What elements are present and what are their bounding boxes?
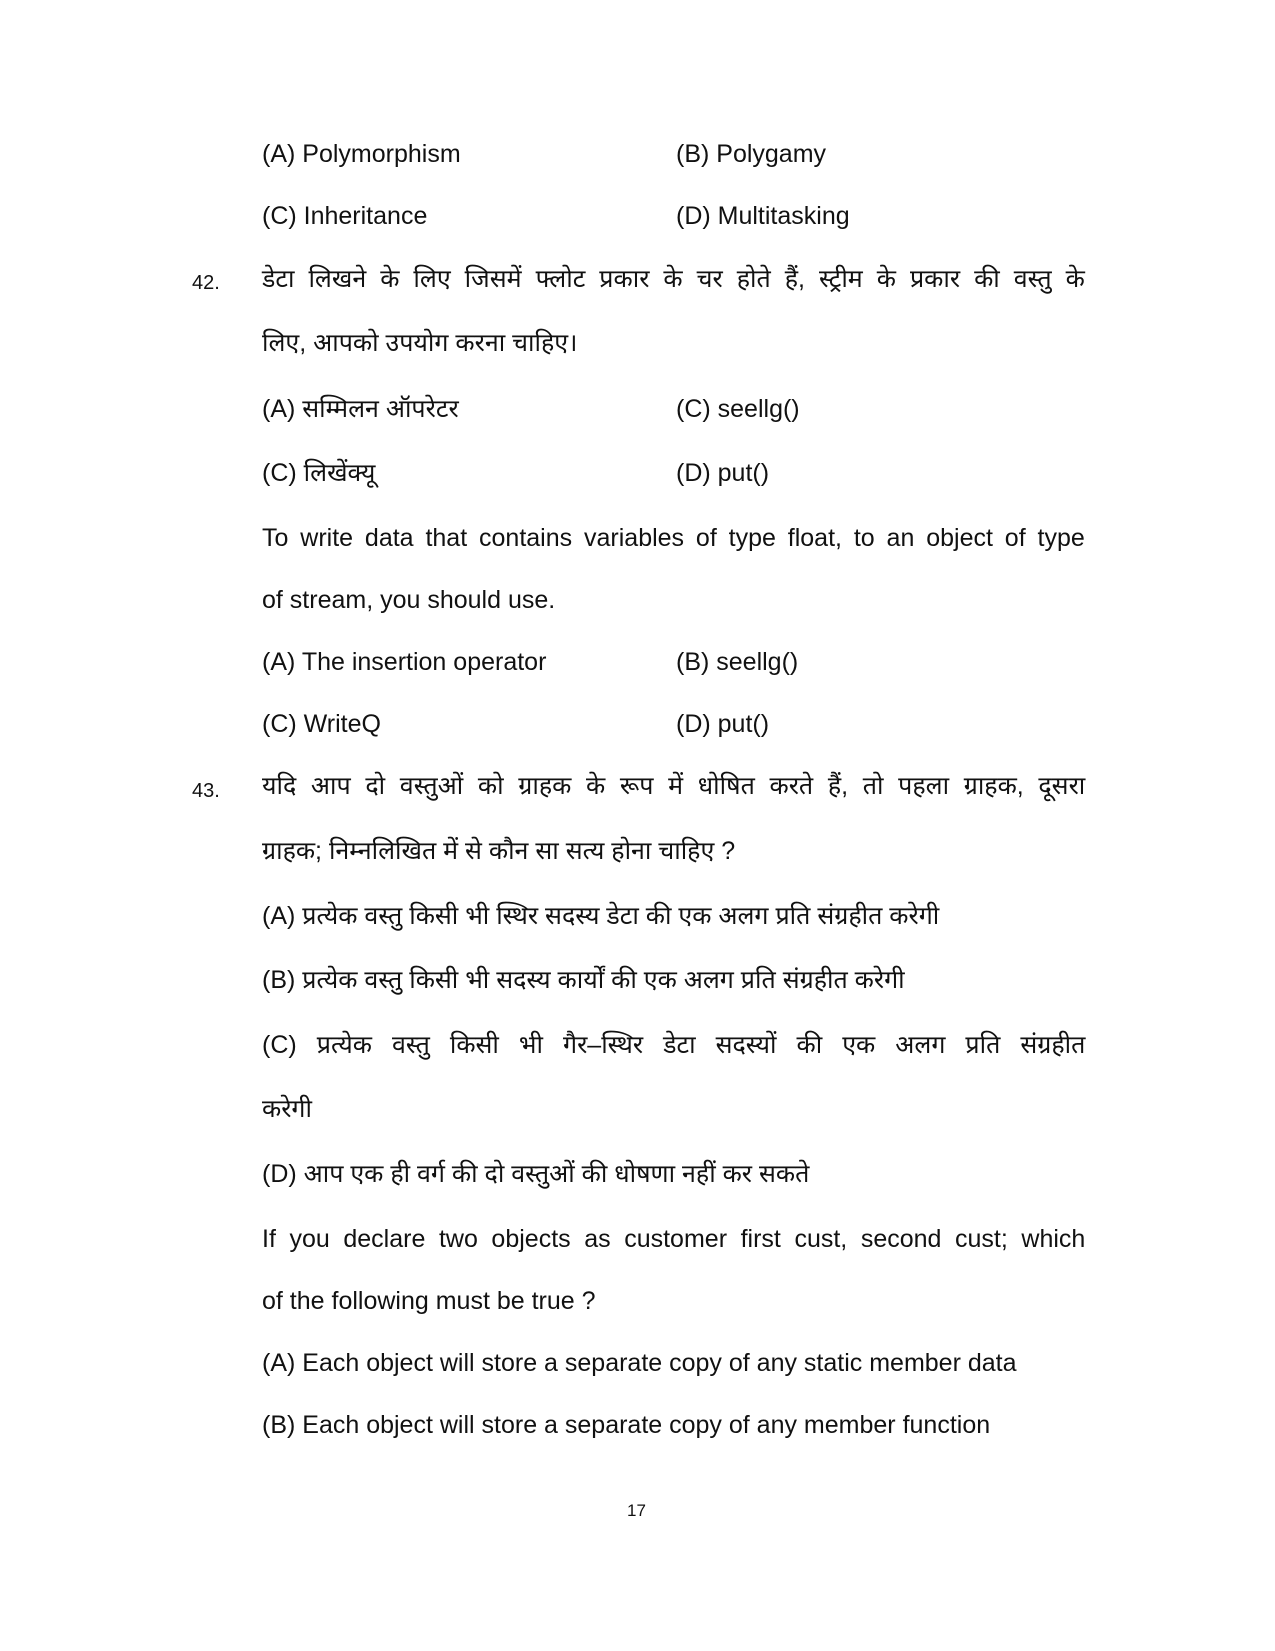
q43-hindi-option-c-line-1: (C) प्रत्येक वस्तु किसी भी गैर–स्थिर डेटा सदस्यों की एक अलग प्रति संग्रहीत — [262, 1031, 1086, 1059]
q42-english-text-line-2: of stream, you should use. — [262, 586, 556, 614]
q42-option-a: (A) The insertion operator — [262, 648, 547, 676]
q43-hindi-text-line-2: ग्राहक; निम्नलिखित में से कौन सा सत्य होना चाहिए ? — [262, 837, 736, 865]
q42-hindi-option-b: (C) seellg() — [676, 395, 800, 423]
q43-hindi-option-c-line-2: करेगी — [262, 1095, 312, 1123]
q42-hindi-option-a: (A) सम्मिलन ऑपरेटर — [262, 395, 459, 423]
q43-english-text-line-1: If you declare two objects as customer first cust, second cust; which — [262, 1225, 1086, 1253]
q43-english-text-line-2: of the following must be true ? — [262, 1287, 596, 1315]
page-number: 17 — [627, 1501, 646, 1520]
q42-english-text-line-1: To write data that contains variables of type float, to an object of type — [262, 524, 1085, 552]
q43-option-b: (B) Each object will store a separate copy of any member function — [262, 1411, 991, 1439]
q42-option-c: (C) WriteQ — [262, 710, 381, 738]
q41-option-a: (A) Polymorphism — [262, 140, 461, 168]
q42-hindi-text-line-2: लिए, आपको उपयोग करना चाहिए। — [262, 329, 578, 357]
q43-hindi-option-a: (A) प्रत्येक वस्तु किसी भी स्थिर सदस्य डेटा की एक अलग प्रति संग्रहीत करेगी — [262, 902, 940, 930]
q41-option-b: (B) Polygamy — [676, 140, 827, 168]
q42-hindi-option-d: (D) put() — [676, 459, 770, 487]
q42-option-d: (D) put() — [676, 710, 770, 738]
q43-hindi-option-d: (D) आप एक ही वर्ग की दो वस्तुओं की धोषणा नहीं कर सकते — [262, 1160, 810, 1188]
q41-option-d: (D) Multitasking — [676, 202, 850, 230]
question-number-43: 43. — [192, 780, 220, 802]
q42-hindi-text-line-1: डेटा लिखने के लिए जिसमें फ्लोट प्रकार के चर होते हैं, स्ट्रीम के प्रकार की वस्तु के — [262, 265, 1085, 293]
question-number-42: 42. — [192, 272, 220, 294]
q42-option-b: (B) seellg() — [676, 648, 799, 676]
q42-hindi-option-c: (C) लिखेंक्यू — [262, 459, 376, 487]
q43-hindi-option-b: (B) प्रत्येक वस्तु किसी भी सदस्य कार्यों की एक अलग प्रति संग्रहीत करेगी — [262, 966, 905, 994]
q41-option-c: (C) Inheritance — [262, 202, 428, 230]
q43-option-a: (A) Each object will store a separate copy of any static member data — [262, 1349, 1017, 1377]
q43-hindi-text-line-1: यदि आप दो वस्तुओं को ग्राहक के रूप में धोषित करते हैं, तो पहला ग्राहक, दूसरा — [262, 772, 1086, 800]
